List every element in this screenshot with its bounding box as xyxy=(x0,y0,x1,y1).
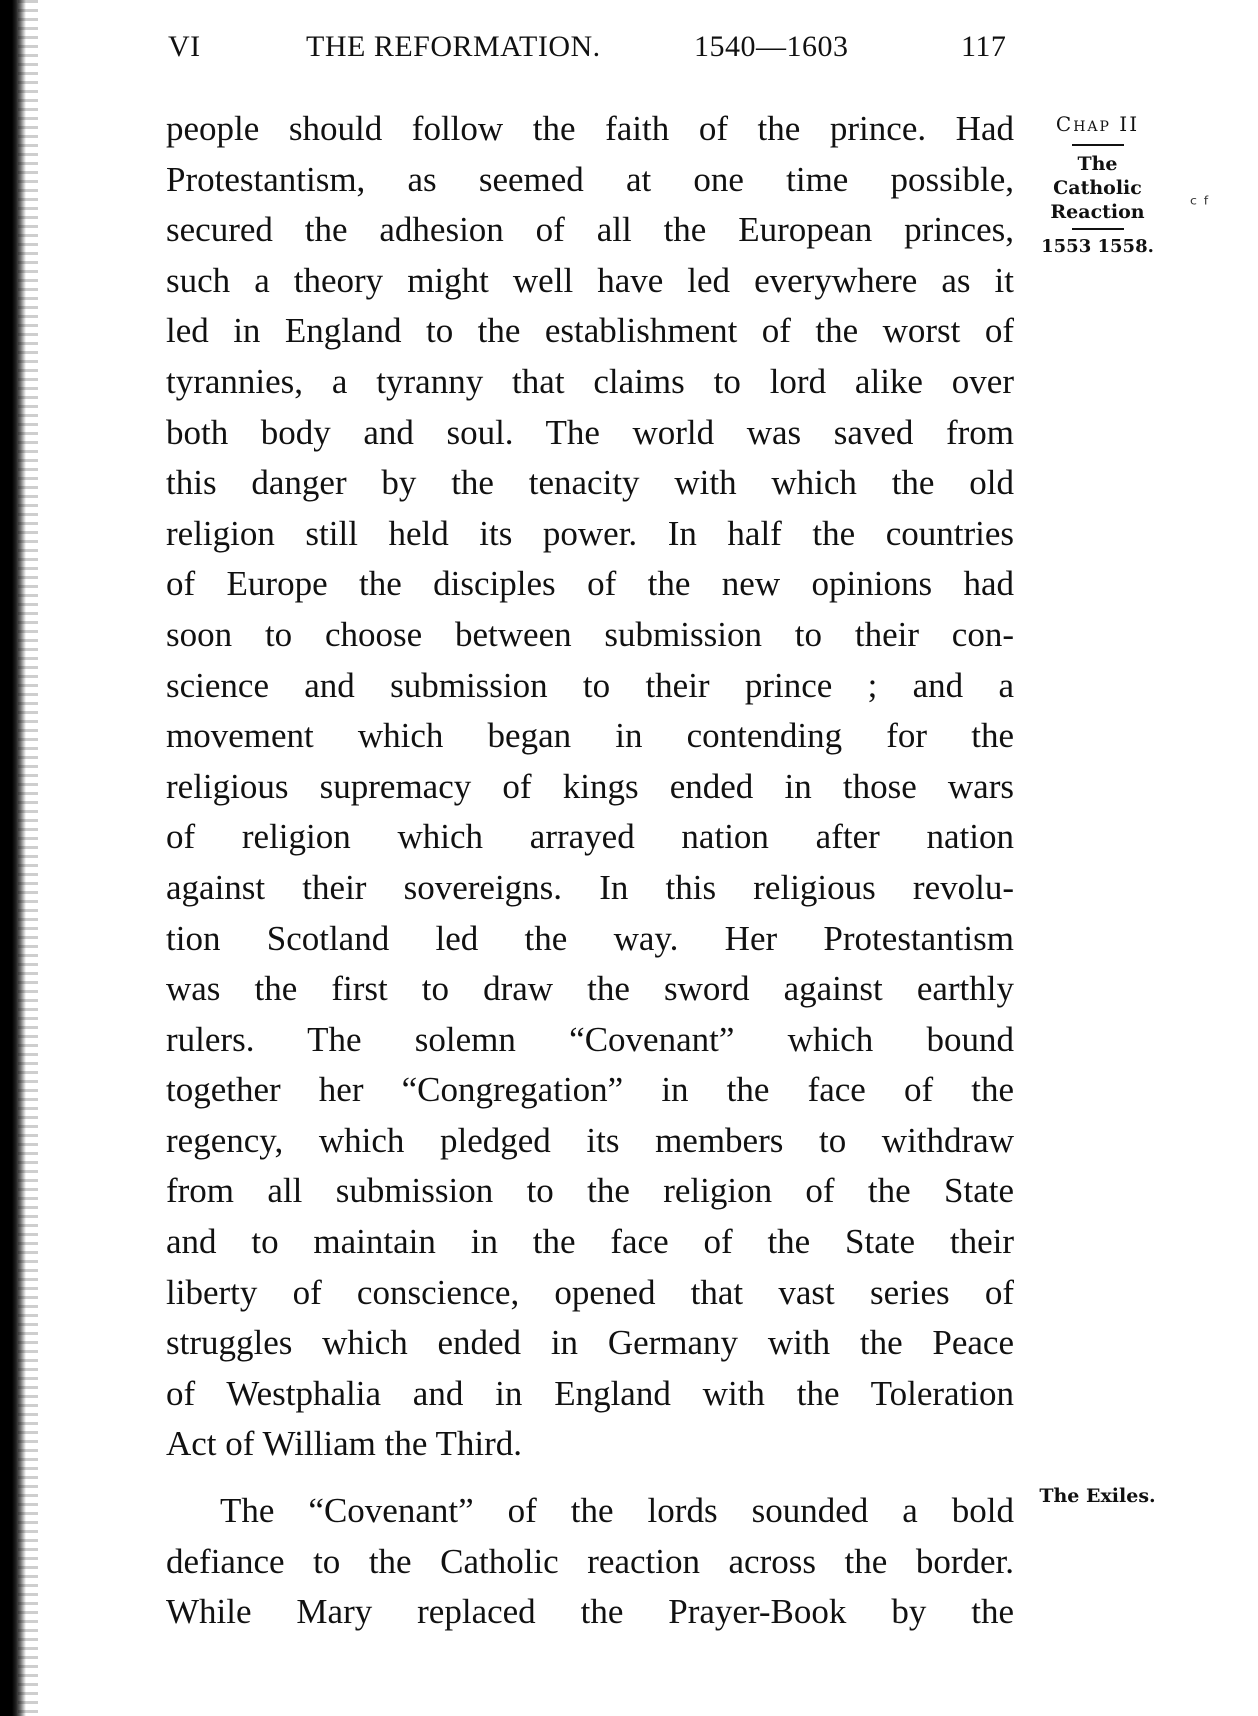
text-line: tyrannies, a tyranny that claims to lord alike over xyxy=(166,361,1014,401)
text-line: tion Scotland led the way. Her Protestantism xyxy=(166,918,1014,958)
text-line: defiance to the Catholic reaction across the border. xyxy=(166,1541,1014,1581)
running-head-title: THE REFORMATION. xyxy=(306,30,601,63)
text-line: of Europe the disciples of the new opinions had xyxy=(166,564,1014,604)
text-line: science and submission to their prince ; and a xyxy=(166,665,1014,705)
text-line: While Mary replaced the Prayer-Book by the xyxy=(166,1592,1014,1632)
text-line: of Westphalia and in England with the Toleration xyxy=(166,1373,1014,1413)
text-line: against their sovereigns. In this religious revolu- xyxy=(166,867,1014,907)
text-line: this danger by the tenacity with which the old xyxy=(166,463,1014,503)
text-line: together her “Congregation” in the face of the xyxy=(166,1070,1014,1110)
marginal-topic-line: The xyxy=(1077,153,1118,175)
text-line: rulers. The solemn “Covenant” which bound xyxy=(166,1019,1014,1059)
text-line: liberty of conscience, opened that vast series of xyxy=(166,1272,1014,1312)
running-head-dates: 1540—1603 xyxy=(694,30,849,63)
page-binding-shadow xyxy=(0,0,26,1716)
text-line: Act of William the Third. xyxy=(166,1424,522,1464)
text-line: people should follow the faith of the prince. Had xyxy=(166,109,1014,148)
paragraph-2 xyxy=(166,1486,1014,1638)
text-line: movement which began in contending for the xyxy=(166,716,1014,756)
marginal-topic-line: Reaction xyxy=(1050,201,1145,223)
marginal-dates: 1553 1558. xyxy=(1041,236,1154,257)
marginal-chapter: Chap II xyxy=(1055,112,1140,136)
paragraph-1 xyxy=(166,104,1014,1470)
text-line: soon to choose between submission to their con- xyxy=(166,614,1014,654)
text-line: regency, which pledged its members to withdraw xyxy=(166,1120,1014,1160)
marginal-notes xyxy=(1020,112,1175,257)
page-number: 117 xyxy=(961,30,1007,63)
text-line: secured the adhesion of all the European princes, xyxy=(166,210,1014,250)
running-head xyxy=(168,30,1013,70)
body-text xyxy=(166,104,1014,1638)
marginal-rule xyxy=(1072,228,1124,230)
text-line: such a theory might well have led everywhere as it xyxy=(166,260,1014,300)
marginal-topic xyxy=(1020,152,1175,224)
text-line: of religion which arrayed nation after nation xyxy=(166,817,1014,857)
marginal-note-exiles: The Exiles. xyxy=(1039,1485,1156,1507)
text-line: led in England to the establishment of the worst of xyxy=(166,311,1014,351)
text-line: and to maintain in the face of the State their xyxy=(166,1222,1014,1262)
stray-ink-mark: ᶜ ᶠ xyxy=(1190,192,1210,216)
marginal-topic-line: Catholic xyxy=(1053,177,1142,199)
paragraph-spacer xyxy=(166,1470,1014,1486)
running-head-chapter: VI xyxy=(168,30,201,63)
text-line: religious supremacy of kings ended in those wars xyxy=(166,766,1014,806)
marginal-rule xyxy=(1072,144,1124,146)
text-line: struggles which ended in Germany with the Peace xyxy=(166,1323,1014,1363)
text-line: was the first to draw the sword against earthly xyxy=(166,969,1014,1009)
text-line: religion still held its power. In half the countries xyxy=(166,513,1014,553)
text-line: The “Covenant” of the lords sounded a bold xyxy=(220,1491,1014,1531)
text-line: both body and soul. The world was saved from xyxy=(166,412,1014,452)
text-line: from all submission to the religion of the State xyxy=(166,1171,1014,1211)
text-line: Protestantism, as seemed at one time possible, xyxy=(166,159,1014,199)
